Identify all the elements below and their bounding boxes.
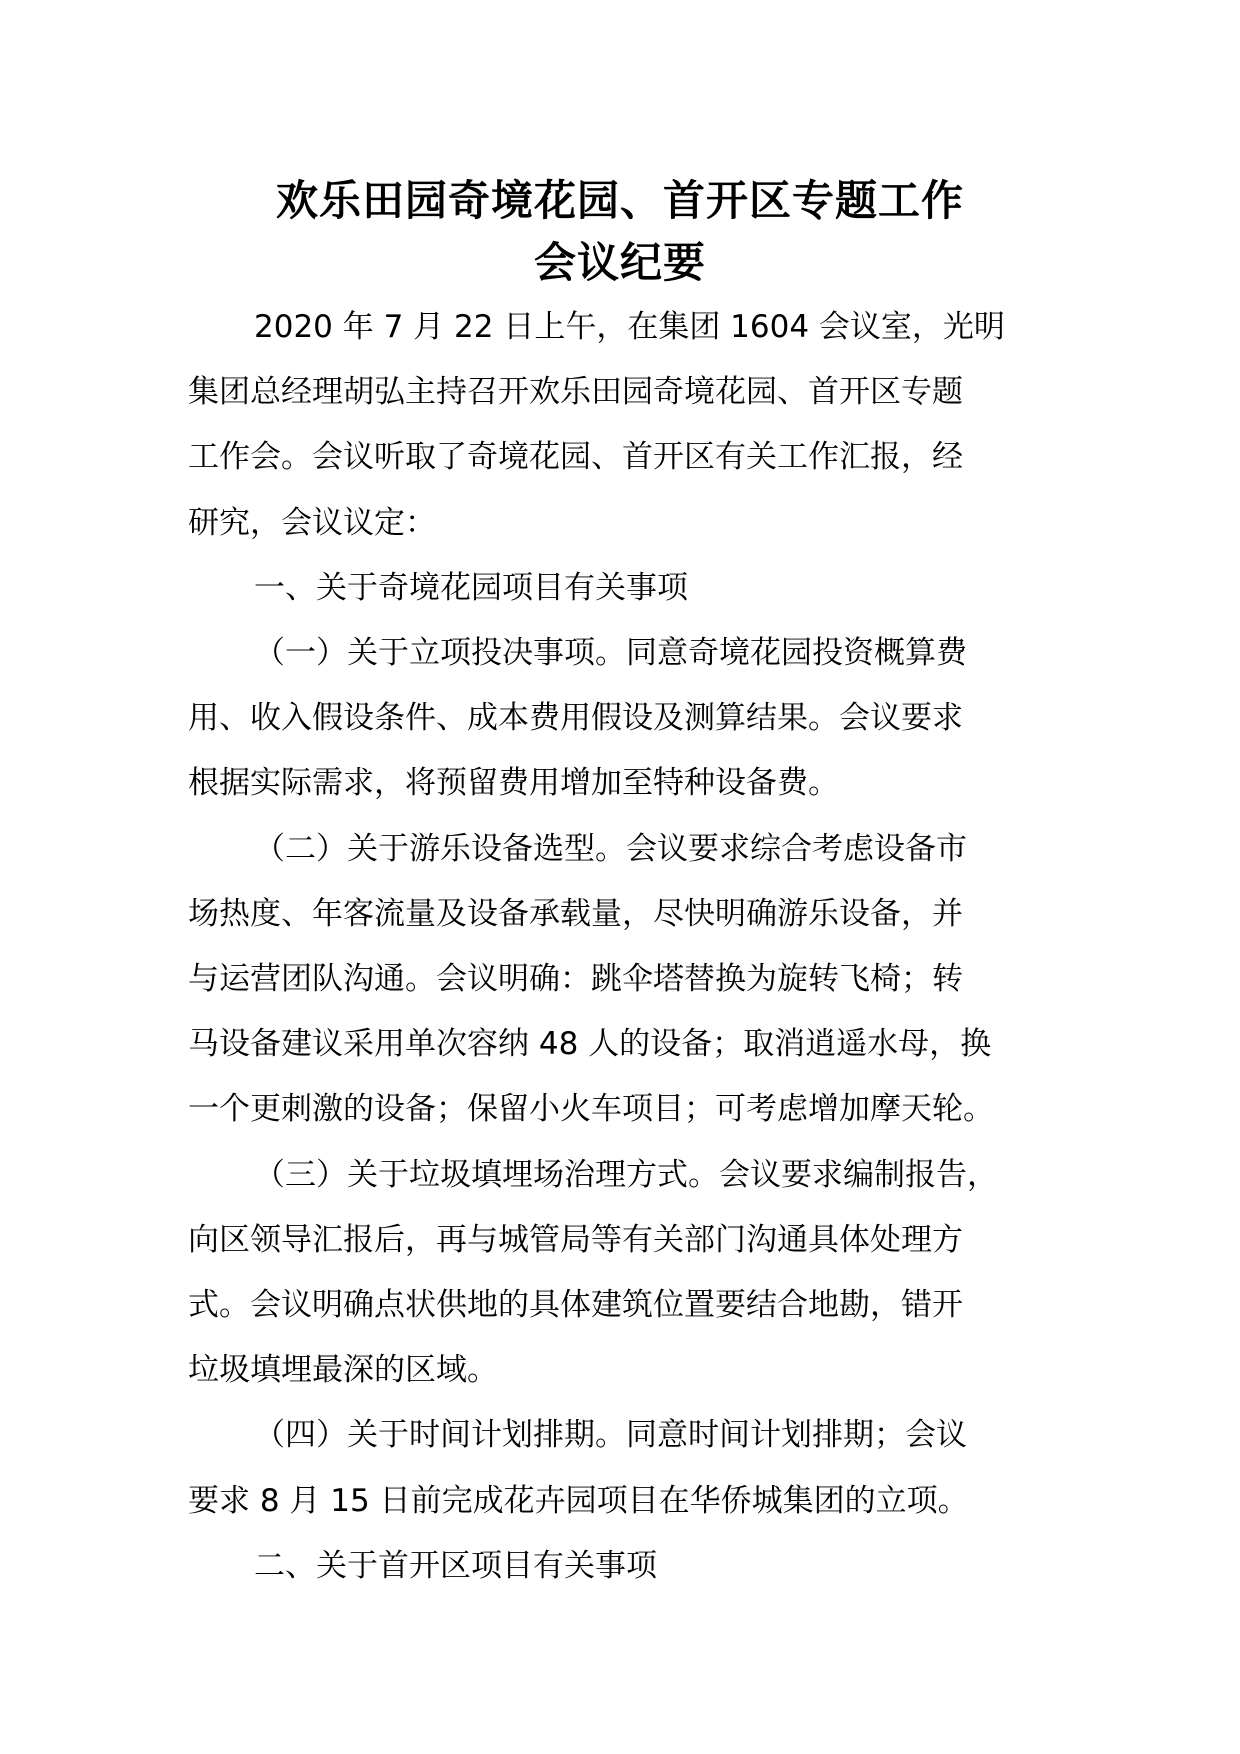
document-title-line-1: 欢乐田园奇境花园、首开区专题工作 [275,176,964,225]
paragraph-line: 向区领导汇报后，再与城管局等有关部门沟通具体处理方 [188,1221,963,1258]
section-heading-text: 二、关于首开区项目有关事项 [254,1547,657,1584]
paragraph-item-1 [188,621,1058,817]
paragraph-line: 要求 8 月 15 日前完成花卉园项目在华侨城集团的立项。 [188,1482,969,1519]
paragraph-line: 与运营团队沟通。会议明确：跳伞塔替换为旋转飞椅；转 [188,961,963,998]
paragraph-line: 用、收入假设条件、成本费用假设及测算结果。会议要求 [188,700,963,737]
paragraph-line: 场热度、年客流量及设备承载量，尽快明确游乐设备，并 [188,895,963,932]
paragraph-line: 2020 年 7 月 22 日上午，在集团 1604 会议室，光明 [254,309,1005,345]
paragraph-line: 集团总经理胡弘主持召开欢乐田园奇境花园、首开区专题 [188,374,963,411]
paragraph-line: （二）关于游乐设备选型。会议要求综合考虑设备市 [254,830,967,867]
paragraph-intro [188,295,1058,556]
paragraph-line: 根据实际需求，将预留费用增加至特种设备费。 [188,765,839,802]
paragraph-item-4 [188,1403,1058,1533]
paragraph-line: （三）关于垃圾填埋场治理方式。会议要求编制报告， [254,1156,998,1193]
paragraph-line: （一）关于立项投决事项。同意奇境花园投资概算费 [254,635,967,672]
paragraph-line: 研究，会议议定： [188,504,436,541]
paragraph-line: 一个更刺激的设备；保留小火车项目；可考虑增加摩天轮。 [188,1091,994,1128]
paragraph-item-3 [188,1143,1058,1404]
paragraph-line: 式。会议明确点状供地的具体建筑位置要结合地勘，错开 [188,1287,963,1324]
paragraph-line: 工作会。会议听取了奇境花园、首开区有关工作汇报，经 [188,439,963,476]
paragraph-item-2 [188,817,1058,1143]
document-body [188,295,1058,1599]
section-heading-text: 一、关于奇境花园项目有关事项 [254,569,688,606]
paragraph-line: 马设备建议采用单次容纳 48 人的设备；取消逍遥水母，换 [188,1026,992,1063]
section-heading-1 [188,556,1058,621]
paragraph-line: 垃圾填埋最深的区域。 [188,1352,498,1389]
paragraph-line: （四）关于时间计划排期。同意时间计划排期；会议 [254,1417,967,1454]
section-heading-2 [188,1534,1058,1599]
document-title-line-2: 会议纪要 [533,238,706,287]
